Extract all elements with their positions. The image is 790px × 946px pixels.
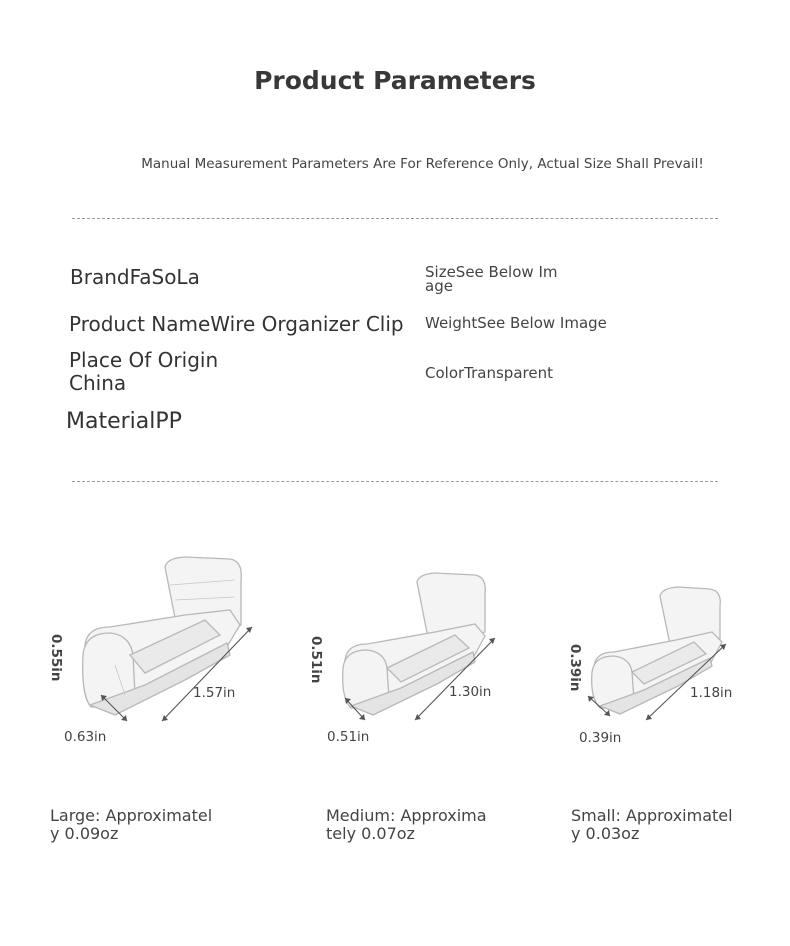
clip-medium-length: 1.30in xyxy=(449,684,492,700)
param-origin-label: Place Of Origin xyxy=(69,348,219,372)
clip-large-length: 1.57in xyxy=(193,685,236,701)
param-product-name: Product NameWire Organizer Clip xyxy=(69,312,404,336)
clip-large-image xyxy=(55,555,265,735)
clip-small-weight-line1: Small: Approximatel xyxy=(571,806,733,825)
param-size-value: age xyxy=(425,277,453,295)
param-origin-value: China xyxy=(69,371,127,395)
clip-medium-weight-line2: tely 0.07oz xyxy=(326,824,415,843)
clip-small-image xyxy=(580,582,760,732)
clip-large-width: 0.63in xyxy=(64,729,107,745)
param-weight: WeightSee Below Image xyxy=(425,314,607,332)
clip-medium-image xyxy=(325,570,515,735)
page-title: Product Parameters xyxy=(254,66,536,95)
divider-bottom xyxy=(72,481,718,482)
disclaimer-note: Manual Measurement Parameters Are For Reference Only, Actual Size Shall Prevail! xyxy=(141,156,704,172)
param-brand: BrandFaSoLa xyxy=(70,265,200,289)
param-size-label: SizeSee Below Im xyxy=(425,263,558,281)
clip-medium-weight-line1: Medium: Approxima xyxy=(326,806,487,825)
param-color: ColorTransparent xyxy=(425,364,553,382)
clip-small-weight-line2: y 0.03oz xyxy=(571,824,640,843)
clip-large-height: 0.55in xyxy=(48,634,64,682)
clip-small-width: 0.39in xyxy=(579,730,622,746)
clip-small-length: 1.18in xyxy=(690,685,733,701)
clip-medium-height: 0.51in xyxy=(308,636,324,684)
clip-medium-width: 0.51in xyxy=(327,729,370,745)
clip-large-weight-line1: Large: Approximatel xyxy=(50,806,213,825)
param-material: MaterialPP xyxy=(66,409,182,434)
divider-top xyxy=(72,218,718,219)
clip-small-height: 0.39in xyxy=(567,644,583,692)
clip-large-weight-line2: y 0.09oz xyxy=(50,824,119,843)
